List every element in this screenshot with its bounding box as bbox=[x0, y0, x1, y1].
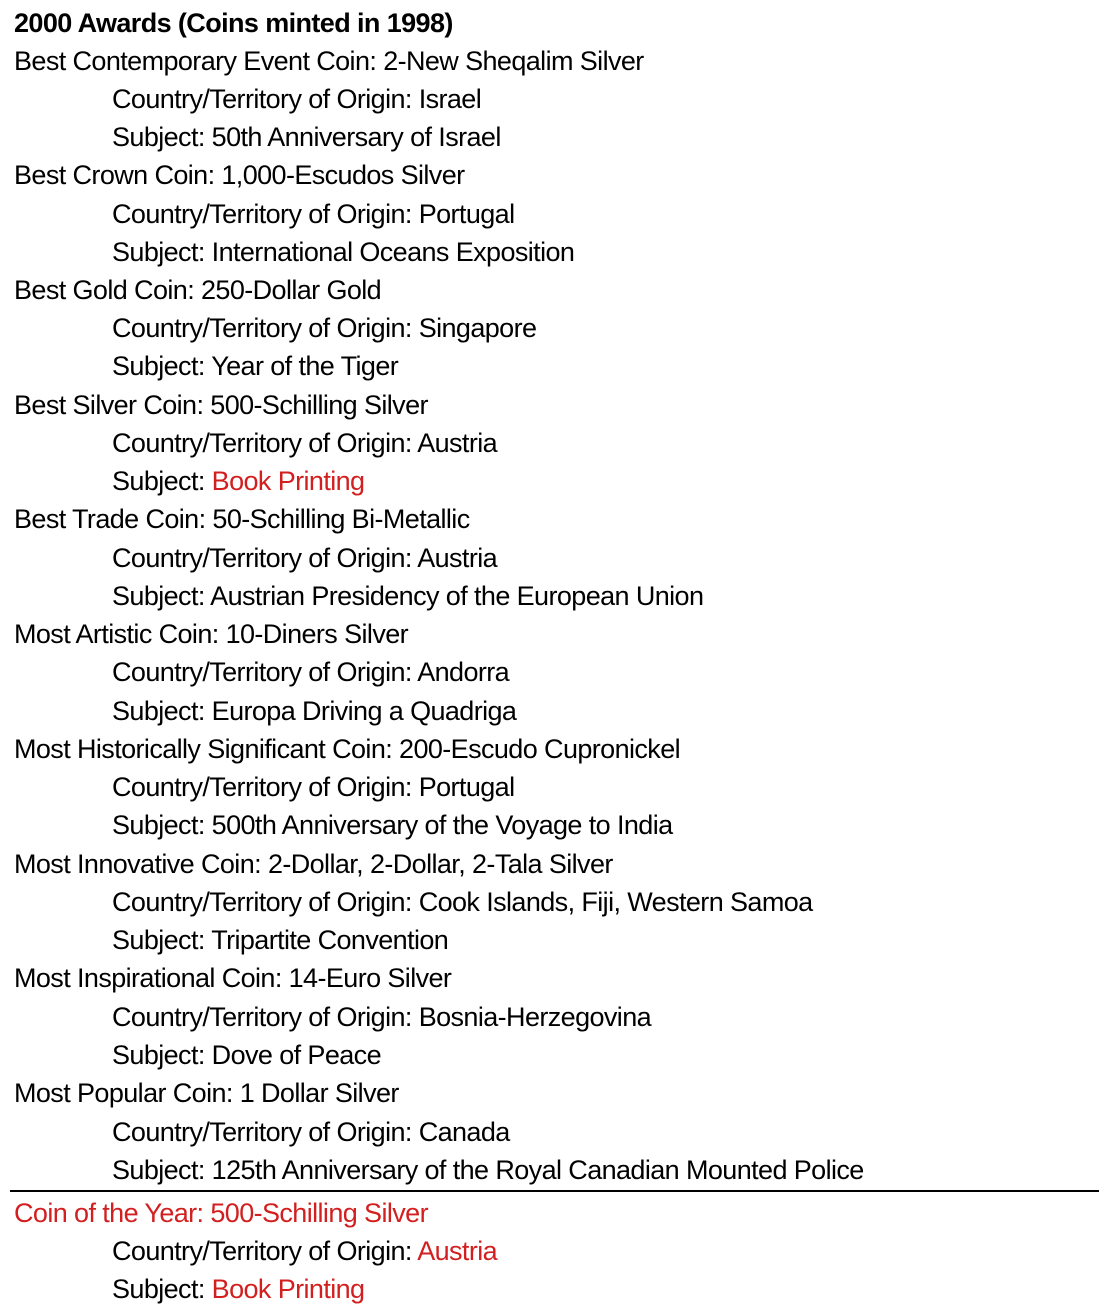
award-subject-value: Austrian Presidency of the European Union bbox=[210, 581, 704, 611]
award-country-line bbox=[112, 768, 514, 806]
award-category-line bbox=[14, 959, 451, 997]
award-country-value: Portugal bbox=[418, 772, 515, 802]
award-category-label: Most Popular Coin: bbox=[14, 1078, 240, 1108]
award-subject-line bbox=[112, 806, 673, 844]
award-country-value: Cook Islands, Fiji, Western Samoa bbox=[418, 887, 813, 917]
country-label: Country/Territory of Origin: bbox=[112, 84, 419, 114]
award-country-value: Bosnia-Herzegovina bbox=[418, 1002, 652, 1032]
award-coin-name: 500-Schilling Silver bbox=[210, 390, 428, 420]
award-subject-line bbox=[112, 118, 501, 156]
award-country-line bbox=[112, 998, 651, 1036]
award-category-label: Most Inspirational Coin: bbox=[14, 963, 289, 993]
award-country-line bbox=[112, 653, 509, 691]
award-category-line bbox=[14, 386, 428, 424]
award-coin-name: 50-Schilling Bi-Metallic bbox=[212, 504, 470, 534]
country-label: Country/Territory of Origin: bbox=[112, 1236, 418, 1266]
subject-label: Subject: bbox=[112, 1155, 212, 1185]
award-category-label: Most Historically Significant Coin: bbox=[14, 734, 400, 764]
subject-label: Subject: bbox=[112, 925, 212, 955]
award-subject-value: Tripartite Convention bbox=[211, 925, 449, 955]
award-subject-value: Year of the Tiger bbox=[211, 351, 399, 381]
award-country-value: Portugal bbox=[418, 199, 515, 229]
award-subject-line bbox=[112, 1036, 381, 1074]
subject-label: Subject: bbox=[112, 810, 212, 840]
coin-of-the-year-name: 500-Schilling Silver bbox=[210, 1198, 428, 1228]
country-label: Country/Territory of Origin: bbox=[112, 657, 418, 687]
award-category-label: Most Innovative Coin: bbox=[14, 849, 268, 879]
award-category-label: Best Crown Coin: bbox=[14, 160, 222, 190]
subject-label: Subject: bbox=[112, 581, 211, 611]
country-label: Country/Territory of Origin: bbox=[112, 543, 418, 573]
award-category-line bbox=[14, 730, 680, 768]
coin-of-the-year-country-line bbox=[112, 1232, 497, 1270]
country-label: Country/Territory of Origin: bbox=[112, 887, 419, 917]
award-subject-value: Europa Driving a Quadriga bbox=[211, 696, 517, 726]
award-coin-name: 14-Euro Silver bbox=[288, 963, 452, 993]
award-coin-name: 1,000-Escudos Silver bbox=[221, 160, 465, 190]
award-subject-line bbox=[112, 1151, 864, 1189]
coin-of-the-year-subject-line bbox=[112, 1270, 364, 1308]
award-country-value: Austria bbox=[417, 428, 498, 458]
subject-label: Subject: bbox=[112, 466, 212, 496]
award-subject-value: Dove of Peace bbox=[211, 1040, 381, 1070]
country-label: Country/Territory of Origin: bbox=[112, 313, 419, 343]
award-coin-name: 200-Escudo Cupronickel bbox=[399, 734, 681, 764]
award-subject-line bbox=[112, 921, 448, 959]
award-coin-name: 250-Dollar Gold bbox=[201, 275, 382, 305]
award-category-line bbox=[14, 156, 465, 194]
section-divider bbox=[10, 1190, 1099, 1192]
award-subject-value: 50th Anniversary of Israel bbox=[211, 122, 501, 152]
coin-of-the-year-subject-value: Book Printing bbox=[211, 1274, 365, 1304]
award-country-line bbox=[112, 1113, 510, 1151]
subject-label: Subject: bbox=[112, 1274, 212, 1304]
award-country-value: Austria bbox=[417, 543, 498, 573]
award-subject-line bbox=[112, 462, 364, 500]
award-country-value: Andorra bbox=[417, 657, 510, 687]
award-coin-name: 1 Dollar Silver bbox=[239, 1078, 399, 1108]
award-subject-line bbox=[112, 347, 398, 385]
subject-label: Subject: bbox=[112, 237, 212, 267]
award-subject-line bbox=[112, 692, 516, 730]
award-category-line bbox=[14, 271, 381, 309]
award-category-line bbox=[14, 500, 470, 538]
award-country-line bbox=[112, 309, 536, 347]
country-label: Country/Territory of Origin: bbox=[112, 1117, 419, 1147]
award-subject-value-highlighted: Book Printing bbox=[211, 466, 365, 496]
award-subject-value: 500th Anniversary of the Voyage to India bbox=[211, 810, 673, 840]
coin-of-the-year-label: Coin of the Year: bbox=[14, 1198, 211, 1228]
country-label: Country/Territory of Origin: bbox=[112, 772, 419, 802]
award-country-line bbox=[112, 424, 497, 462]
award-subject-line bbox=[112, 577, 703, 615]
award-country-line bbox=[112, 80, 481, 118]
country-label: Country/Territory of Origin: bbox=[112, 428, 418, 458]
award-category-label: Most Artistic Coin: bbox=[14, 619, 226, 649]
coin-of-the-year-country-value: Austria bbox=[417, 1236, 498, 1266]
subject-label: Subject: bbox=[112, 122, 212, 152]
document-title: 2000 Awards (Coins minted in 1998) bbox=[14, 8, 453, 38]
award-category-line bbox=[14, 615, 408, 653]
award-country-line bbox=[112, 539, 497, 577]
award-category-line bbox=[14, 1074, 399, 1112]
subject-label: Subject: bbox=[112, 696, 212, 726]
award-coin-name: 2-Dollar, 2-Dollar, 2-Tala Silver bbox=[267, 849, 613, 879]
award-country-line bbox=[112, 195, 514, 233]
award-coin-name: 10-Diners Silver bbox=[225, 619, 409, 649]
award-subject-line bbox=[112, 233, 574, 271]
award-category-label: Best Gold Coin: bbox=[14, 275, 201, 305]
coin-of-the-year-line bbox=[14, 1194, 428, 1232]
subject-label: Subject: bbox=[112, 351, 212, 381]
award-category-label: Best Silver Coin: bbox=[14, 390, 211, 420]
award-coin-name: 2-New Sheqalim Silver bbox=[383, 46, 644, 76]
country-label: Country/Territory of Origin: bbox=[112, 199, 419, 229]
award-category-label: Best Trade Coin: bbox=[14, 504, 213, 534]
award-category-label: Best Contemporary Event Coin: bbox=[14, 46, 384, 76]
award-category-line bbox=[14, 42, 644, 80]
award-country-value: Canada bbox=[418, 1117, 510, 1147]
award-country-value: Singapore bbox=[418, 313, 537, 343]
award-country-line bbox=[112, 883, 813, 921]
award-subject-value: 125th Anniversary of the Royal Canadian Mounted Police bbox=[211, 1155, 864, 1185]
award-category-line bbox=[14, 845, 613, 883]
country-label: Country/Territory of Origin: bbox=[112, 1002, 419, 1032]
subject-label: Subject: bbox=[112, 1040, 212, 1070]
award-country-value: Israel bbox=[418, 84, 482, 114]
award-subject-value: International Oceans Exposition bbox=[211, 237, 575, 267]
